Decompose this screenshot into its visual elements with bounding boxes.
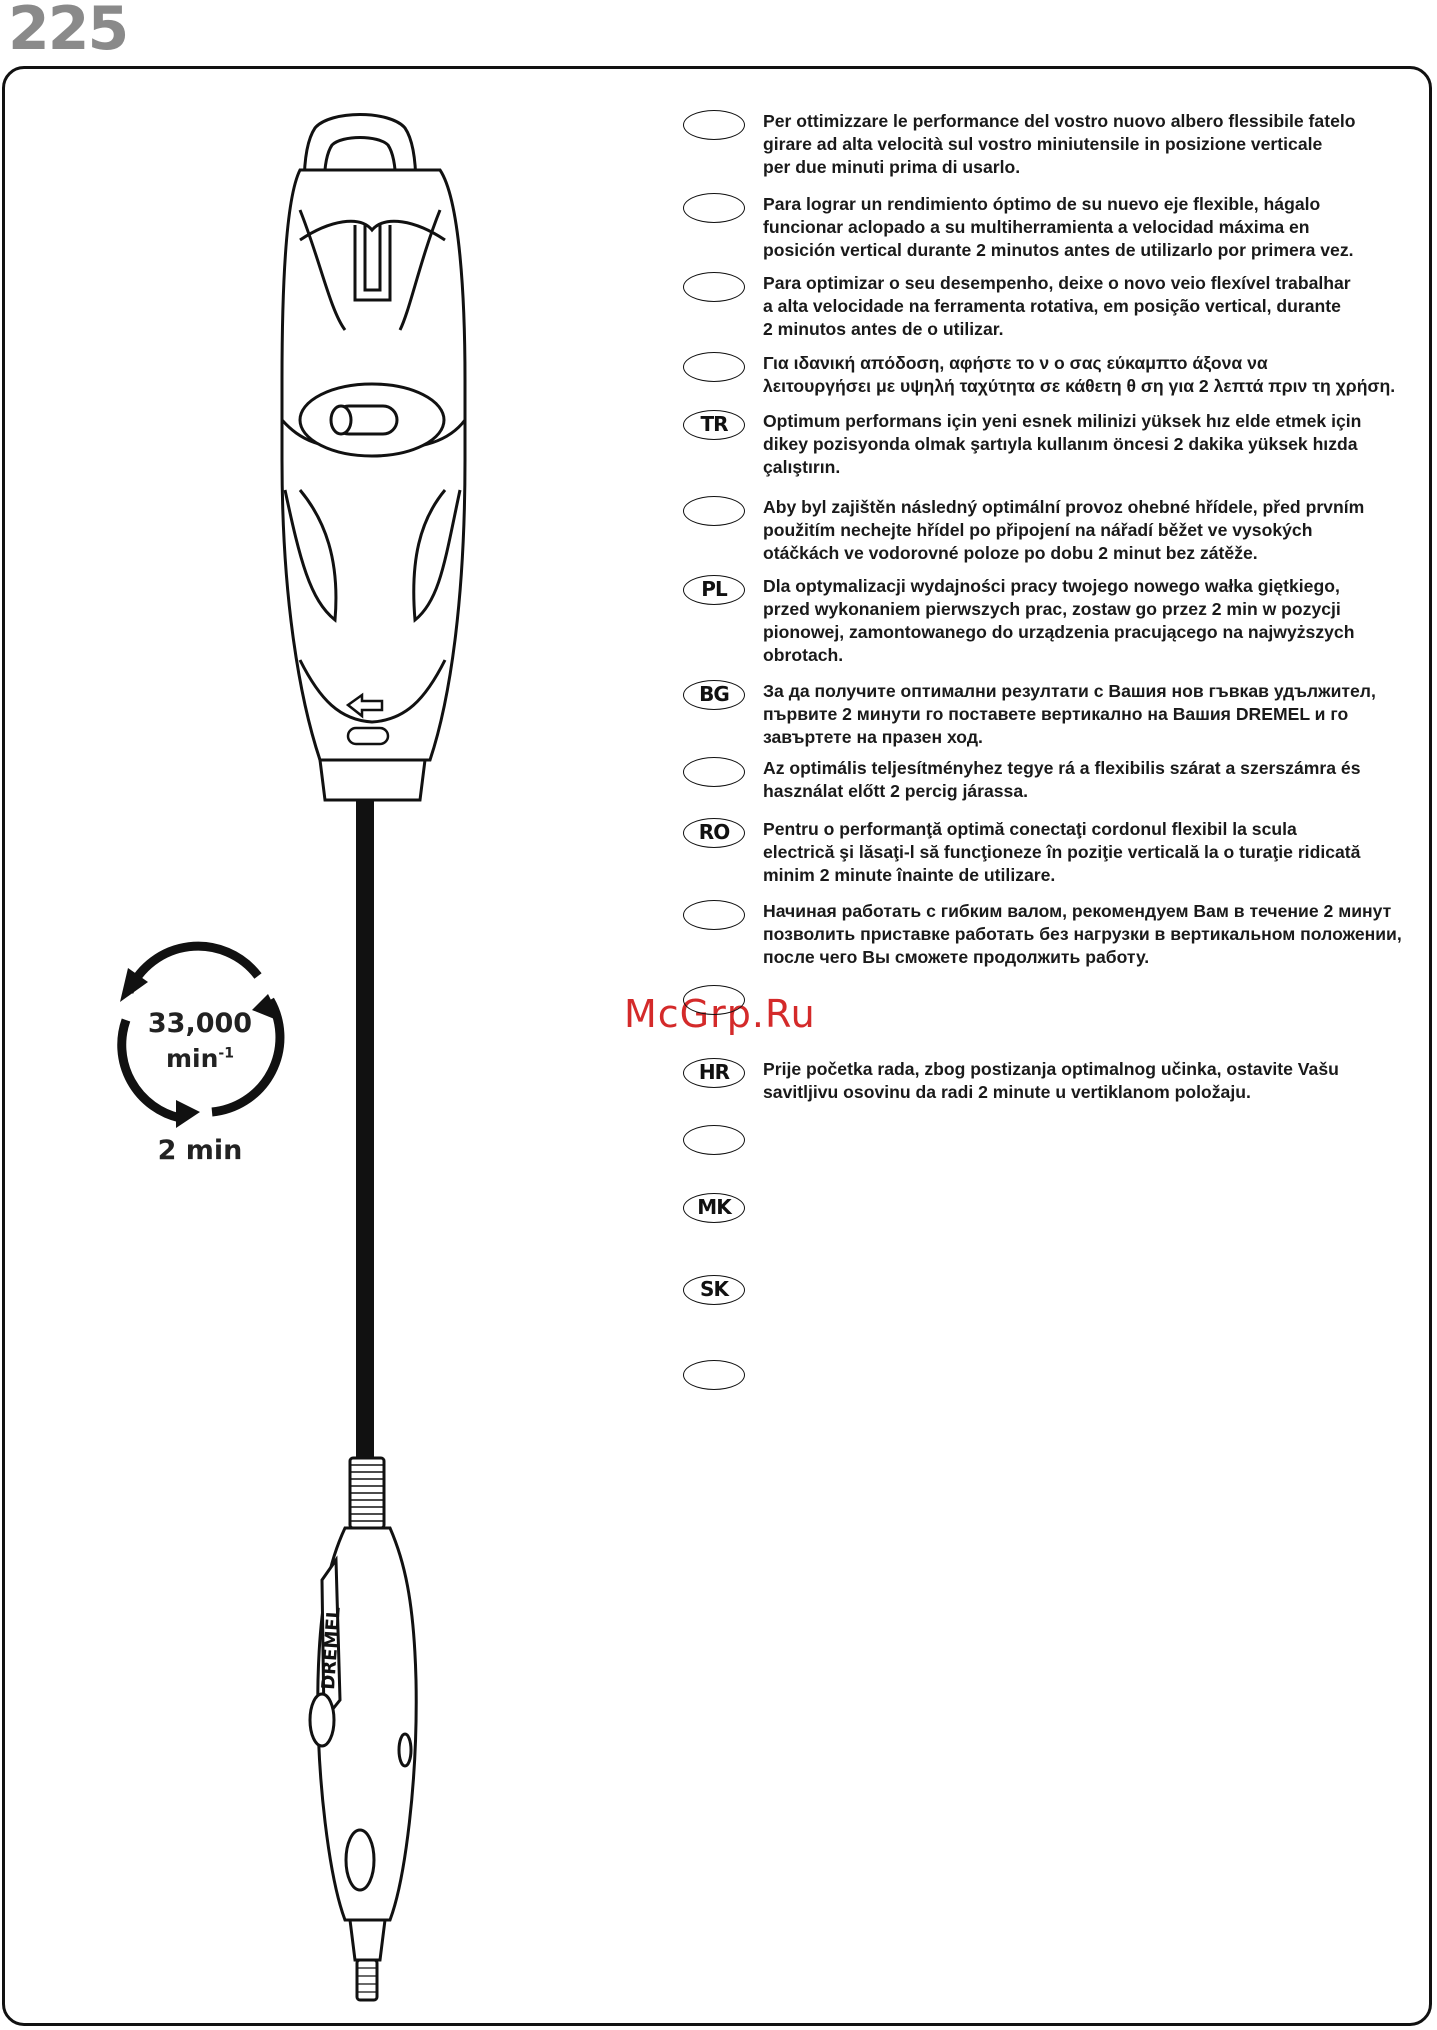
language-text: Pentru o performanţă optimă conectaţi cordonul flexibil la scula electrică şi lăsaţi-l să funcţioneze în poziţie verticală la o turaţie ridicată minim 2 minute înainte de utilizare. <box>763 819 1361 885</box>
language-text: Optimum performans için yeni esnek milinizi yüksek hız elde etmek için dikey pozisyonda olmak şartıyla kullanım öncesi 2 dakika yüksek hızda çalıştırın. <box>763 411 1362 477</box>
language-code-badge: BG <box>683 680 745 710</box>
language-text: Dla optymalizacji wydajności pracy twojego nowego wałka giętkiego, przed wykonaniem pierwszych prac, zostaw go przez 2 min w pozycji pionowej, zamontowanego do urządzenia pracującego na najwyższych obrotach. <box>763 576 1355 665</box>
language-text: Prije početka rada, zbog postizanja optimalnog učinka, ostavite Vašu savitljivu osovinu da radi 2 minute u vertiklanom položaju. <box>763 1059 1339 1102</box>
watermark: McGrp.Ru <box>624 992 816 1036</box>
language-text: Para lograr un rendimiento óptimo de su nuevo eje flexible, hágalo funcionar aclopado a su multiherramienta a velocidad máxima en posición vertical durante 2 minutos antes de utilizarlo por primera vez. <box>763 194 1354 260</box>
run-time: 2 min <box>157 1135 243 1166</box>
switch <box>300 384 444 456</box>
language-code-badge <box>683 900 745 930</box>
speed-value: 33,000 <box>147 1008 253 1039</box>
speed-unit-sup: -1 <box>218 1045 234 1062</box>
language-code-badge: TR <box>683 410 745 440</box>
language-code-badge <box>683 757 745 787</box>
language-text: Para optimizar o seu desempenho, deixe o novo veio flexível trabalhar a alta velocidade na ferramenta rotativa, em posição vertical, durante 2 minutos antes de o utilizar. <box>763 273 1351 339</box>
language-text: Για ιδανική απόδοση, αφήστε το ν ο σας εύκαμπτο άξονα να λειτουργήσει με υψηλή ταχύτητα σε κάθετη θ ση για 2 λεπτά πριν τη χρήση. <box>763 353 1396 396</box>
language-code-badge: HR <box>683 1058 745 1088</box>
language-code-badge: PL <box>683 575 745 605</box>
handpiece <box>310 1458 416 2000</box>
brand-logo: DREMEL <box>318 1606 345 1691</box>
language-code-badge <box>683 193 745 223</box>
language-code-badge: MK <box>683 1193 745 1223</box>
language-text: За да получите оптимални резултати с Вашия нов гъвкав удължител, първите 2 минути го поставете вертикално на Вашия DREMEL и го завъртете на празен ход. <box>763 681 1376 747</box>
speed-unit <box>140 1044 260 1073</box>
language-code-badge <box>683 1125 745 1155</box>
language-code-badge <box>683 272 745 302</box>
language-text: Aby byl zajištěn následný optimální provoz ohebné hřídele, před prvním použitím nechejte hřídel po připojení na nářadí běžet ve vysokých otáčkách ve vodorovné poloze po dobu 2 minut bez zátěže. <box>763 497 1365 563</box>
language-code-badge <box>683 985 745 1015</box>
language-text: Per ottimizzare le performance del vostro nuovo albero flessibile fatelo girare ad alta velocità sul vostro miniutensile in posizione verticale per due minuti prima di usarlo. <box>763 111 1356 177</box>
language-code-badge: SK <box>683 1275 745 1305</box>
language-code-badge <box>683 110 745 140</box>
speed-unit-text: min <box>166 1044 219 1073</box>
handle-body <box>282 170 465 760</box>
language-code-badge <box>683 496 745 526</box>
language-code-badge <box>683 352 745 382</box>
language-text: Az optimális teljesítményhez tegye rá a flexibilis szárat a szerszámra és használat előtt 2 percig járassa. <box>763 758 1361 801</box>
page-number: 225 <box>8 0 128 64</box>
flex-cable <box>356 800 374 1460</box>
language-text: Начиная работать с гибким валом, рекомендуем Вам в течение 2 минут позволить приставке работать без нагрузки в вертикальном положении, после чего Вы сможете продолжить работу. <box>763 901 1402 967</box>
handle-collar <box>320 760 425 800</box>
language-code-badge <box>683 1360 745 1390</box>
language-code-badge: RO <box>683 818 745 848</box>
